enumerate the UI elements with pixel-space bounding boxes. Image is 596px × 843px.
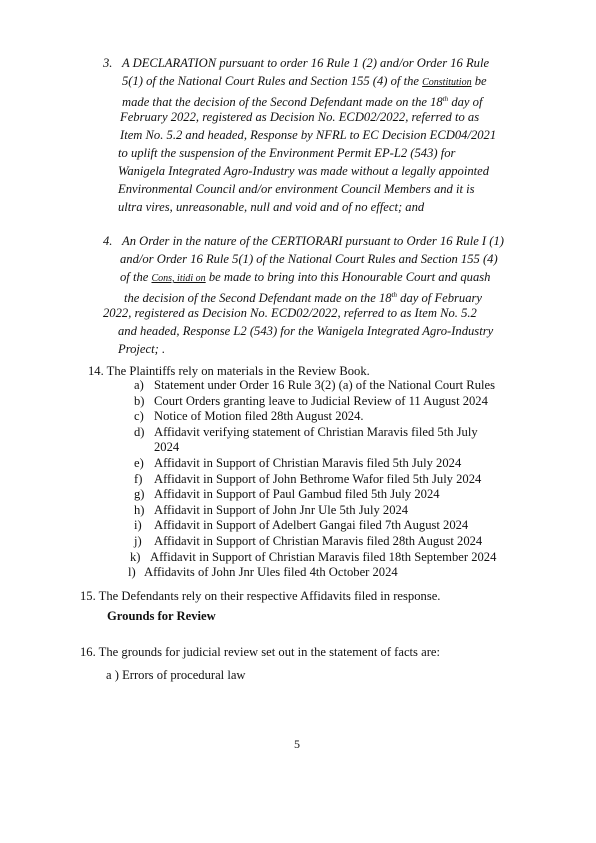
paragraph-14: 14. The Plaintiffs rely on materials in the Review Book. <box>88 364 370 378</box>
list-item: h) Affidavit in Support of John Jnr Ule 5th July 2024 <box>134 502 409 517</box>
paragraph-16: 16. The grounds for judicial review set out in the statement of facts are: <box>80 645 440 659</box>
list-item: k) Affidavit in Support of Christian Maravis filed 18th September 2024 <box>130 549 497 564</box>
list-item: b) Court Orders granting leave to Judicial Review of 11 August 2024 <box>134 393 488 408</box>
list-item-continuation: 2024 <box>154 440 180 455</box>
list-item: a) Statement under Order 16 Rule 3(2) (a) of the National Court Rules <box>134 378 495 392</box>
item4-line-4: the decision of the Second Defendant made on the 18th day of February <box>124 291 483 305</box>
list-item: d) Affidavit verifying statement of Christian Maravis filed 5th July <box>134 424 478 439</box>
paragraph-16-item-a: a ) Errors of procedural law <box>106 668 246 682</box>
list-item: c) Notice of Motion filed 28th August 2024. <box>134 409 364 424</box>
item3-line-7: Wanigela Integrated Agro-Industry was made without a legally appointed <box>118 164 490 178</box>
page-number: 5 <box>294 737 300 751</box>
item3-line-6: to uplift the suspension of the Environment Permit EP-L2 (543) for <box>118 146 456 160</box>
item3-line-4: February 2022, registered as Decision No. ECD02/2022, referred to as <box>120 110 480 124</box>
item4-line-3: of the Cons, itidi on be made to bring into this Honourable Court and quash <box>120 270 491 284</box>
list-item: j) Affidavit in Support of Christian Maravis filed 28th August 2024 <box>134 533 483 548</box>
list-item: g) Affidavit in Support of Paul Gambud filed 5th July 2024 <box>134 487 440 502</box>
item4-line-5: 2022, registered as Decision No. ECD02/2022, referred to as Item No. 5.2 <box>103 306 477 320</box>
list-item: e) Affidavit in Support of Christian Maravis filed 5th July 2024 <box>134 455 462 470</box>
item4-line-6: and headed, Response L2 (543) for the Wanigela Integrated Agro-Industry <box>118 324 494 338</box>
item4-line-2: and/or Order 16 Rule 5(1) of the National Court Rules and Section 155 (4) <box>120 252 498 266</box>
item3-line-1: A DECLARATION pursuant to order 16 Rule 1 (2) and/or Order 16 Rule <box>122 56 490 70</box>
item3-line-2: 5(1) of the National Court Rules and Section 155 (4) of the Constitution be <box>122 74 487 88</box>
section-heading: Grounds for Review <box>107 609 216 623</box>
item3-number: 3. <box>103 56 113 70</box>
list-item: i) Affidavit in Support of Adelbert Gangai filed 7th August 2024 <box>134 518 469 533</box>
item3-line-5: Item No. 5.2 and headed, Response by NFRL to EC Decision ECD04/2021 <box>120 128 497 142</box>
paragraph-15: 15. The Defendants rely on their respective Affidavits filed in response. <box>80 589 441 603</box>
constitution-underlined: Constitution <box>422 77 472 88</box>
item4-line-1: An Order in the nature of the CERTIORARI pursuant to Order 16 Rule I (1) <box>122 234 504 248</box>
item3-line-3: made that the decision of the Second Defendant made on the 18th day of <box>122 95 483 109</box>
constitution-underlined: Cons, itidi on <box>151 273 206 284</box>
item3-line-9: ultra vires, unreasonable, null and void and of no effect; and <box>118 200 425 214</box>
list-item: f) Affidavit in Support of John Bethrome Wafor filed 5th July 2024 <box>134 471 482 486</box>
item4-line-7: Project; . <box>118 342 166 356</box>
review-book-list <box>128 378 554 581</box>
item3-line-8: Environmental Council and/or environment Council Members and it is <box>118 182 475 196</box>
list-item: l) Affidavits of John Jnr Ules filed 4th October 2024 <box>128 565 398 580</box>
item4-number: 4. <box>103 234 113 248</box>
